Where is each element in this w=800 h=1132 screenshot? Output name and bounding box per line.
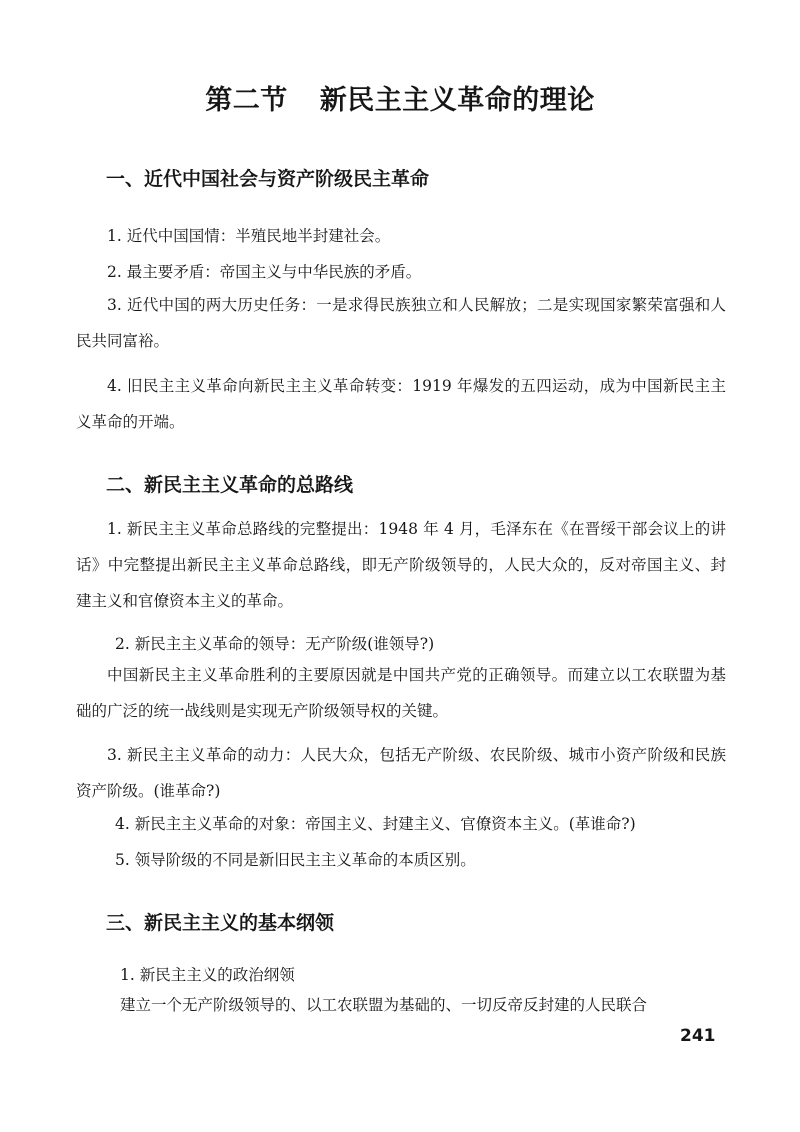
page-title bbox=[0, 78, 800, 117]
paragraph: 建立一个无产阶级领导的、以工农联盟为基础的、一切反帝反封建的人民联合 bbox=[120, 996, 648, 1014]
list-item: 1. 近代中国国情：半殖民地半封建社会。 bbox=[107, 227, 391, 245]
list-item: 3. 近代中国的两大历史任务：一是求得民族独立和人民解放；二是实现国家繁荣富强和人民共同富裕。 bbox=[76, 296, 726, 350]
list-item: 1. 新民主主义革命总路线的完整提出：1948 年 4 月，毛泽东在《在晋绥干部会议上的讲话》中完整提出新民主主义革命总路线，即无产阶级领导的，人民大众的，反对帝国主义、封建主义和官僚资本主义的革命。 bbox=[76, 520, 726, 610]
list-item: 1. 新民主主义的政治纲领 bbox=[120, 966, 295, 984]
paragraph: 中国新民主主义革命胜利的主要原因就是中国共产党的正确领导。而建立以工农联盟为基础的广泛的统一战线则是实现无产阶级领导权的关键。 bbox=[76, 666, 726, 720]
list-item: 2. 新民主主义革命的领导：无产阶级(谁领导?) bbox=[115, 635, 435, 653]
list-item: 4. 旧民主主义革命向新民主主义革命转变：1919 年爆发的五四运动，成为中国新民主主义革命的开端。 bbox=[76, 377, 726, 431]
section-heading-2: 二、新民主主义革命的总路线 bbox=[106, 474, 354, 496]
section-name: 新民主主义革命的理论 bbox=[319, 85, 595, 116]
list-item: 3. 新民主主义革命的动力：人民大众，包括无产阶级、农民阶级、城市小资产阶级和民族资产阶级。(谁革命?) bbox=[76, 746, 726, 800]
section-heading-3: 三、新民主主义的基本纲领 bbox=[106, 912, 335, 934]
section-heading-1: 一、近代中国社会与资产阶级民主革命 bbox=[106, 168, 430, 190]
list-item: 5. 领导阶级的不同是新旧民主主义革命的本质区别。 bbox=[115, 851, 476, 869]
list-item: 4. 新民主主义革命的对象：帝国主义、封建主义、官僚资本主义。(革谁命?) bbox=[115, 815, 636, 833]
page-number: 241 bbox=[680, 1026, 716, 1046]
list-item: 2. 最主要矛盾：帝国主义与中华民族的矛盾。 bbox=[107, 263, 422, 281]
section-number: 第二节 bbox=[205, 85, 288, 116]
